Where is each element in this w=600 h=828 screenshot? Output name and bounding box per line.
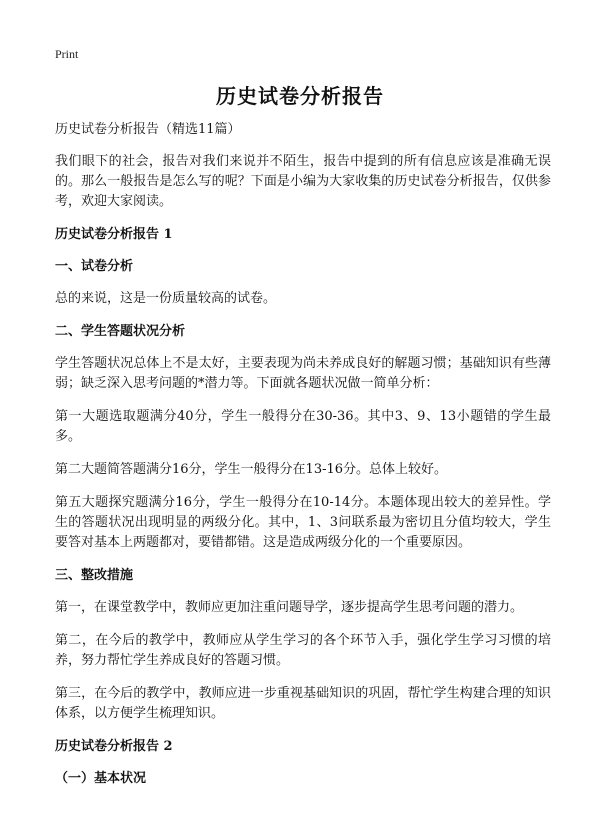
- section-heading-basic-situation: （一）基本状况: [55, 771, 147, 786]
- section-heading-student-answers: 二、学生答题状况分析: [55, 324, 186, 339]
- page-title: 历史试卷分析报告: [216, 84, 384, 108]
- paragraph: 学生答题状况总体上不是太好，主要表现为尚未养成良好的解题习惯；基础知识有些薄弱；缺乏深入思考问题的*潜力等。下面就各题状况做一简单分析：: [55, 356, 551, 391]
- section-heading-paper-analysis: 一、试卷分析: [55, 259, 134, 274]
- paragraph: 第一，在课堂教学中，教师应更加注重问题导学，逐步提高学生思考问题的潜力。: [55, 600, 524, 615]
- intro-paragraph: 我们眼下的社会，报告对我们来说并不陌生，报告中提到的所有信息应该是准确无误的。那么一般报告是怎么写的呢？下面是小编为大家收集的历史试卷分析报告，仅供参考，欢迎大家阅读。: [55, 154, 551, 209]
- paragraph: 总的来说，这是一份质量较高的试卷。: [55, 291, 277, 306]
- document-body: [55, 120, 551, 801]
- print-link[interactable]: Print: [55, 47, 79, 61]
- paragraph: 第三，在今后的教学中，教师应进一步重视基础知识的巩固，帮忙学生构建合理的知识体系，以方便学生梳理知识。: [55, 686, 551, 721]
- section-heading-improvement-measures: 三、整改措施: [55, 568, 134, 583]
- report-1-heading: 历史试卷分析报告 1: [55, 227, 173, 242]
- paragraph: 第二，在今后的教学中，教师应从学生学习的各个环节入手，强化学生学习习惯的培养，努力帮忙学生养成良好的答题习惯。: [55, 633, 551, 668]
- paragraph: 第二大题简答题满分16分，学生一般得分在13-16分。总体上较好。: [55, 462, 448, 477]
- paragraph: 第一大题选取题满分40分，学生一般得分在30-36。其中3、9、13小题错的学生最多。: [55, 409, 551, 444]
- report-2-heading: 历史试卷分析报告 2: [55, 739, 173, 754]
- paragraph: 第五大题探究题满分16分，学生一般得分在10-14分。本题体现出较大的差异性。学生的答题状况出现明显的两级分化。其中，1、3问联系最为密切且分值均较大，学生要答对基本上两题都对，要错都错。这是造成两级分化的一个重要原因。: [55, 495, 551, 550]
- document-subtitle: 历史试卷分析报告（精选11篇）: [55, 122, 241, 137]
